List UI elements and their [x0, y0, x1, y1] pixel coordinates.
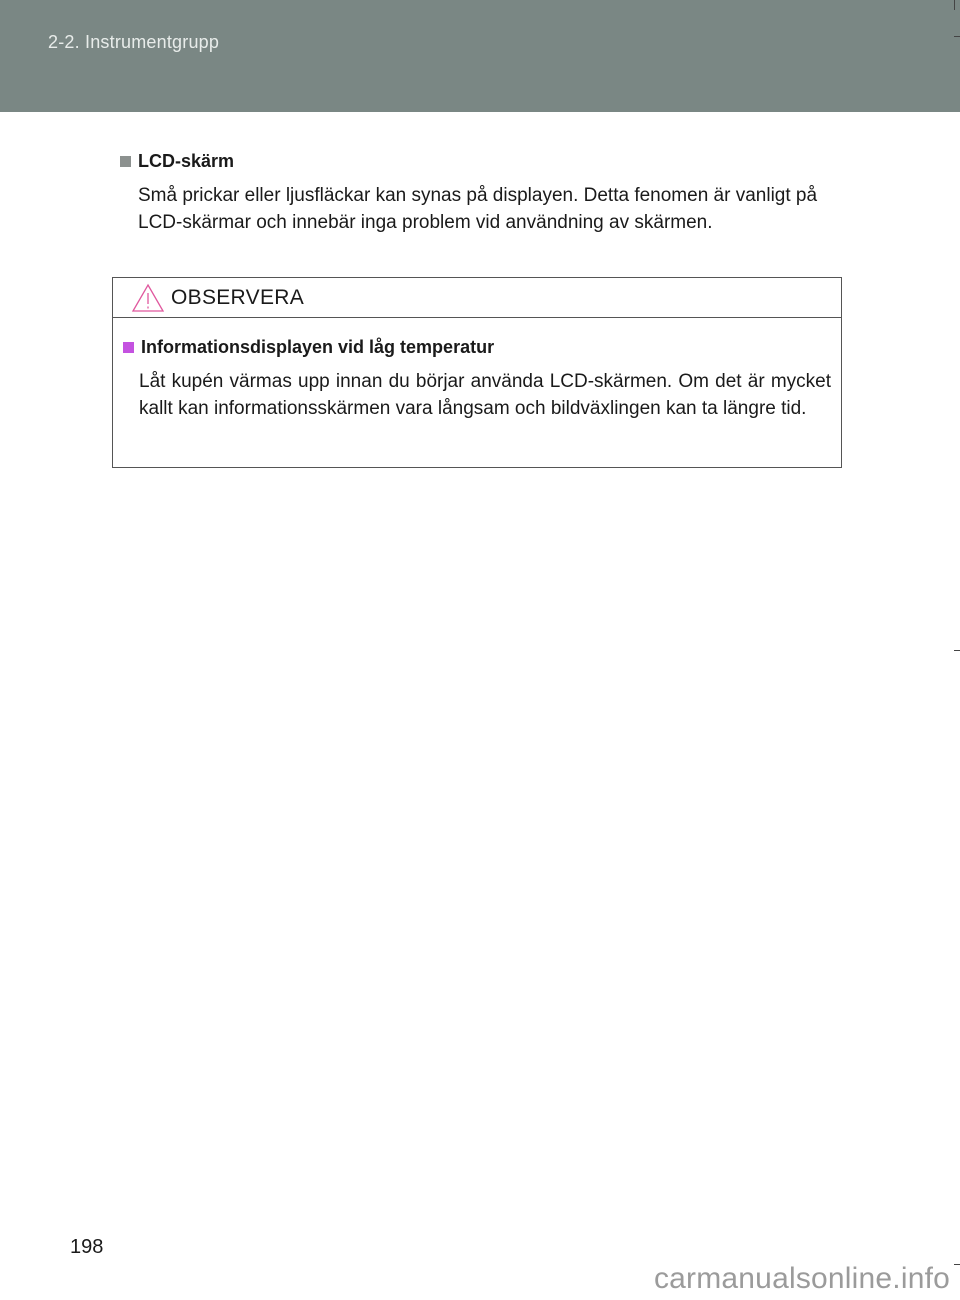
crop-mark [954, 0, 955, 10]
notice-header [113, 278, 841, 318]
notice-content [113, 318, 841, 422]
chapter-title: 2-2. Instrumentgrupp [48, 32, 220, 52]
section-heading [120, 148, 836, 174]
lcd-section [120, 148, 836, 236]
square-bullet-icon [123, 342, 134, 353]
notice-box [112, 277, 842, 468]
notice-title: OBSERVERA [171, 285, 305, 309]
page-number: 198 [70, 1236, 104, 1258]
crop-mark [954, 36, 960, 37]
notice-heading [123, 334, 831, 360]
square-bullet-icon [120, 156, 131, 167]
warning-triangle-icon [131, 283, 165, 313]
crop-mark [954, 1264, 960, 1265]
notice-body: Låt kupén värmas upp innan du börjar använda LCD-skärmen. Om det är mycket kallt kan informationsskärmen vara långsam och bildväxlingen kan ta längre tid. [139, 371, 831, 419]
notice-heading-text: Informationsdisplayen vid låg temperatur [141, 336, 495, 357]
crop-mark [954, 650, 960, 651]
section-heading-text: LCD-skärm [138, 150, 235, 171]
page-header [0, 0, 960, 112]
section-body: Små prickar eller ljusfläckar kan synas på displayen. Detta fenomen är vanligt på LCD-skärmar och innebär inga problem vid användning av skärmen. [138, 185, 818, 233]
watermark: carmanualsonline.info [653, 1262, 950, 1295]
